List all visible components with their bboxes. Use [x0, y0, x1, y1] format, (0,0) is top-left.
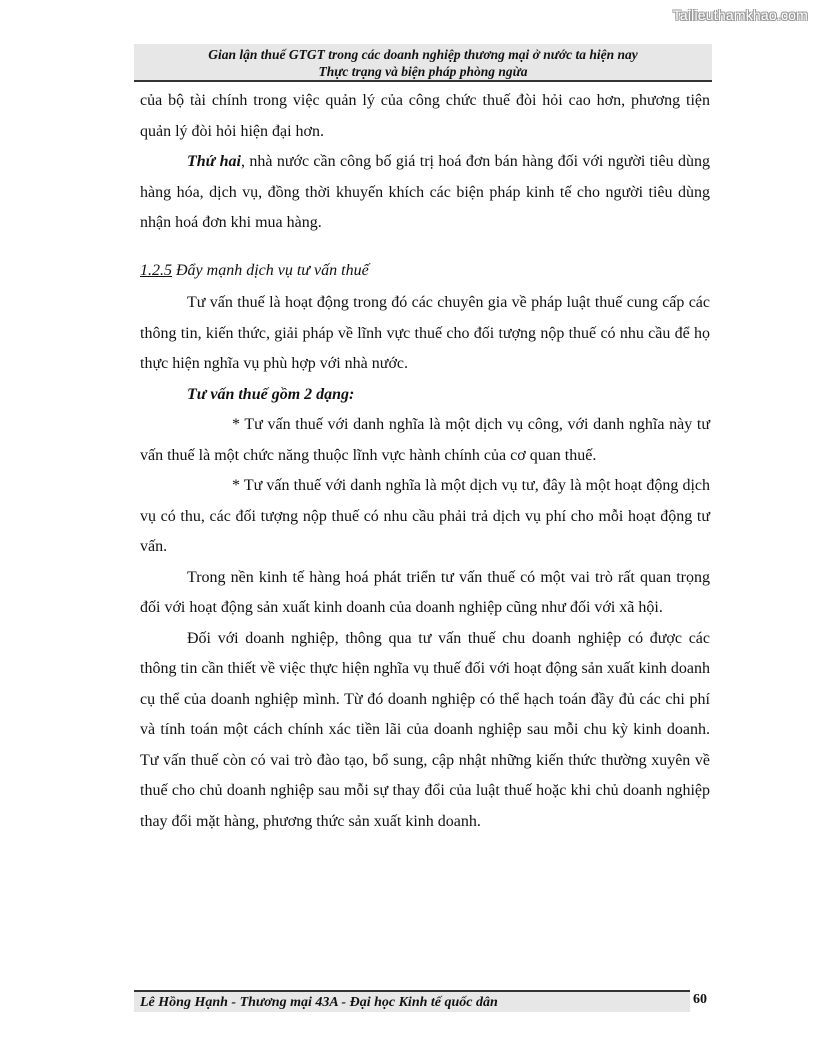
paragraph-enterprise: Đối với doanh nghiệp, thông qua tư vấn thuế chu doanh nghiệp có được các thông tin cần thiết về việc thực hiện nghĩa vụ thuế đối với hoạt động sản xuất kinh doanh cụ thể của doanh nghiệp mình. Từ đó doanh nghiệp có thể hạch toán đầy đủ các chi phí và tính toán một cách chính xác tiền lãi của doanh nghiệp sau mỗi chu kỳ kinh doanh. Tư vấn thuế còn có vai trò đào tạo, bổ sung, cập nhật những kiến thức thường xuyên về thuế cho chủ doanh nghiệp sau mỗi sự thay đổi của luật thuế hoặc khi chủ doanh nghiệp thay đổi mặt hàng, phương thức sản xuất kinh doanh.: [140, 629, 710, 830]
header-title-line2: Thực trạng và biện pháp phòng ngừa: [318, 64, 528, 79]
section-title: Đẩy mạnh dịch vụ tư vấn thuế: [172, 261, 369, 279]
section-number: 1.2.5: [140, 261, 172, 279]
subheading-text: Tư vấn thuế gồm 2 dạng:: [187, 385, 355, 403]
bullet-public-service: * Tư vấn thuế với danh nghĩa là một dịch vụ công, với danh nghĩa này tư vấn thuế là một chức năng thuộc lĩnh vực hành chính của cơ quan thuế.: [140, 416, 710, 464]
emphasis-thu-hai: Thứ hai: [187, 153, 241, 170]
header-title-line1: Gian lận thuế GTGT trong các doanh nghiệp thương mại ở nước ta hiện nay: [208, 47, 638, 62]
page-body: [140, 86, 710, 837]
section-heading: [140, 256, 710, 287]
running-footer: Lê Hồng Hạnh - Thương mại 43A - Đại học Kinh tế quốc dân: [134, 990, 690, 1012]
paragraph-second-text: , nhà nước cần công bố giá trị hoá đơn bán hàng đối với người tiêu dùng hàng hóa, dịch vụ, đồng thời khuyến khích các biện pháp kinh tế cho người tiêu dùng nhận hoá đơn khi mua hàng.: [140, 153, 711, 231]
paragraph-second-measure: [140, 147, 710, 239]
paragraph-role: Trong nền kinh tế hàng hoá phát triển tư vấn thuế có một vai trò rất quan trọng đối với hoạt động sản xuất kinh doanh của doanh nghiệp cũng như đối với xã hội.: [140, 568, 710, 616]
site-watermark: Tailieuthamkhao.com: [672, 7, 808, 23]
paragraph-continuation: của bộ tài chính trong việc quản lý của công chức thuế đòi hỏi cao hơn, phương tiện quản lý đòi hỏi hiện đại hơn.: [140, 92, 710, 140]
page-number: 60: [693, 992, 707, 1007]
subheading-two-types: [140, 380, 710, 411]
running-header: [134, 44, 712, 82]
paragraph-definition: Tư vấn thuế là hoạt động trong đó các chuyên gia về pháp luật thuế cung cấp các thông tin, kiến thức, giải pháp về lĩnh vực thuế cho đối tượng nộp thuế có nhu cầu để họ thực hiện nghĩa vụ phù hợp với nhà nước.: [140, 294, 710, 372]
bullet-private-service: * Tư vấn thuế với danh nghĩa là một dịch vụ tư, đây là một hoạt động dịch vụ có thu, các đối tượng nộp thuế có nhu cầu phải trả dịch vụ phí cho mỗi hoạt động tư vấn.: [140, 477, 710, 555]
